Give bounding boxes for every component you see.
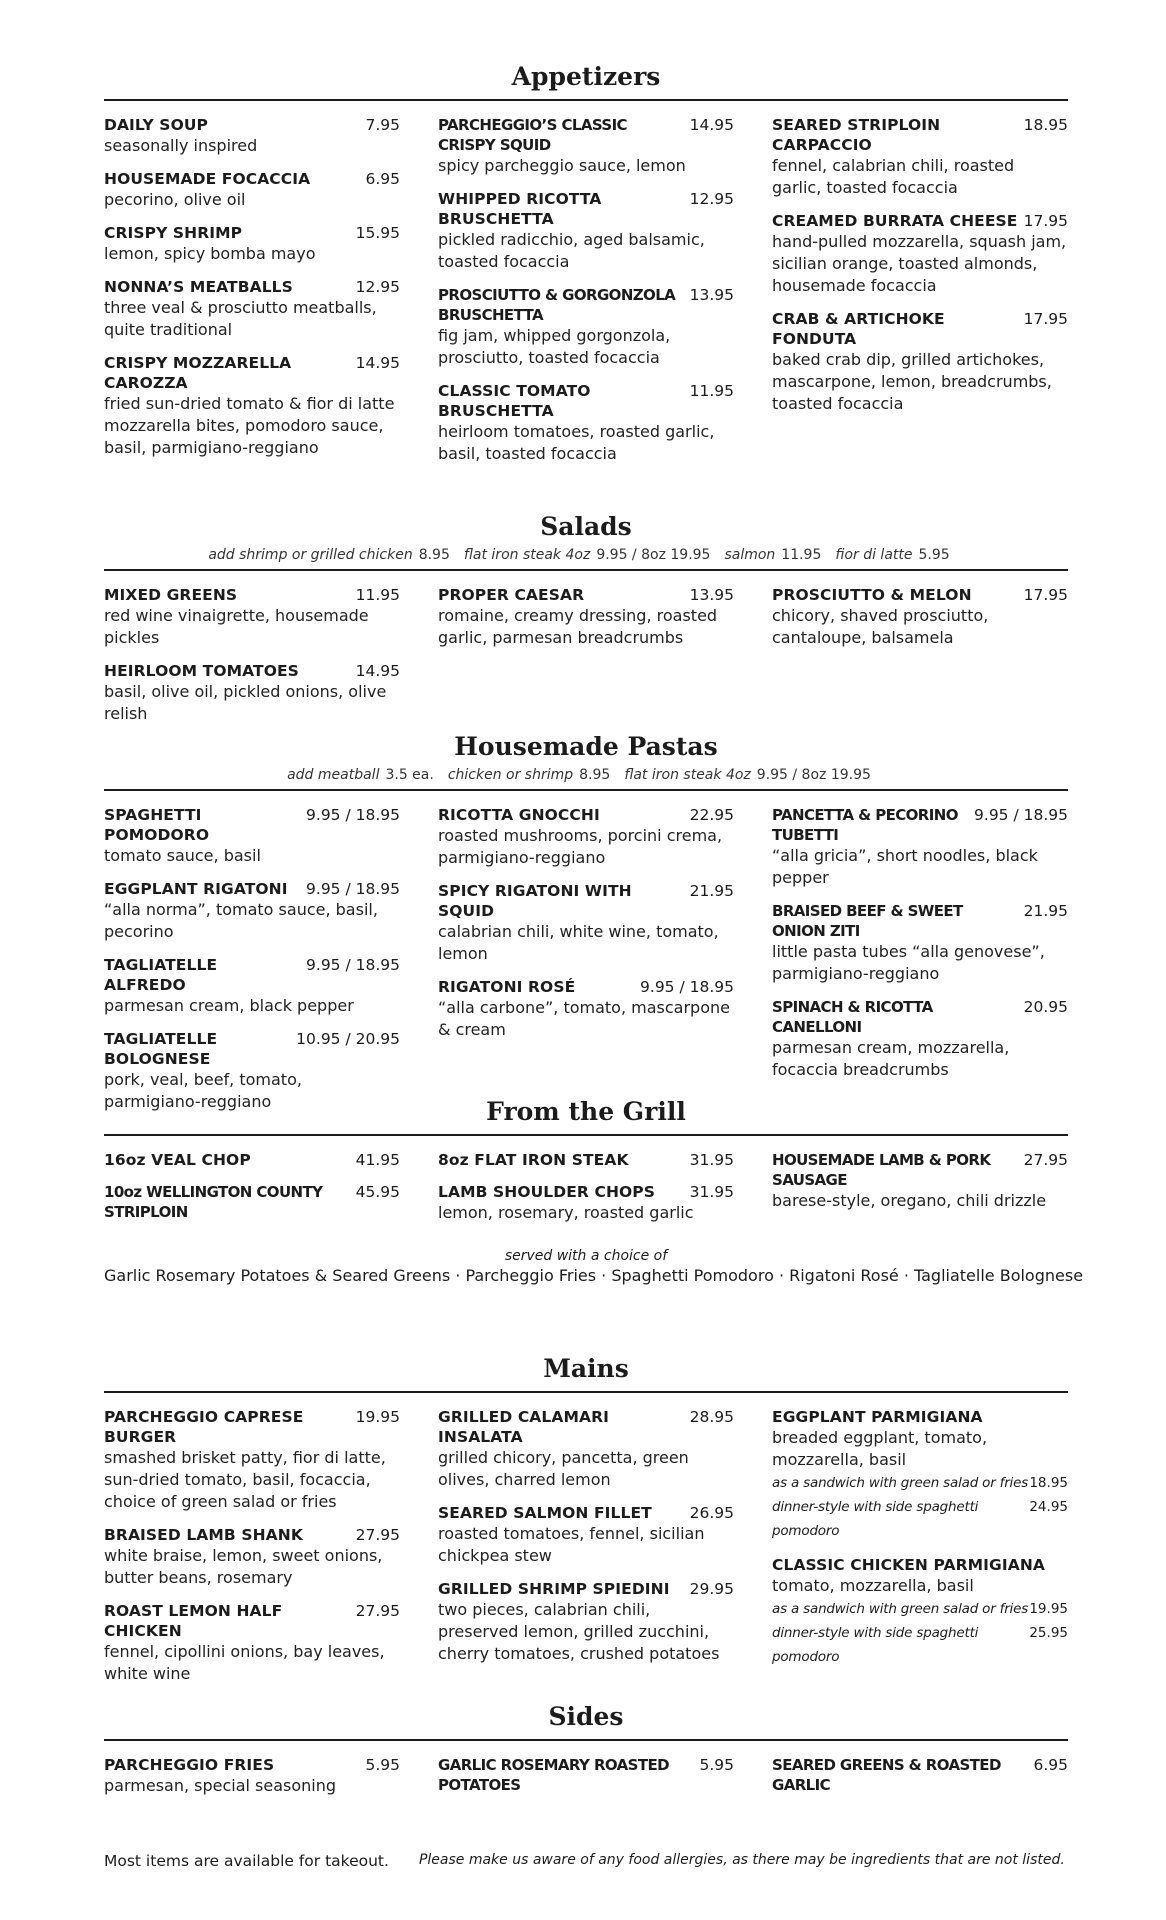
- menu-column: [438, 585, 734, 737]
- appetizers-columns: [104, 115, 1068, 477]
- sides-columns: [104, 1755, 1068, 1809]
- menu-item-name: 8oz FLAT IRON STEAK: [438, 1151, 629, 1169]
- addon-label: fior di latte: [835, 547, 913, 563]
- menu-item: [438, 285, 734, 369]
- menu-column: [438, 805, 734, 1125]
- menu-item-description: parmesan cream, mozzarella, focaccia breadcrumbs: [772, 1038, 1010, 1079]
- addon-price: 11.95: [781, 547, 822, 563]
- appetizers-section: [104, 62, 1068, 477]
- addon-price: 5.95: [918, 547, 950, 563]
- menu-item-name: CRISPY SHRIMP: [104, 224, 243, 242]
- menu-column: [772, 1407, 1068, 1697]
- mains-section: [104, 1354, 1068, 1697]
- menu-item-option: [772, 1495, 1068, 1543]
- menu-item: [438, 977, 734, 1041]
- menu-item: [104, 585, 400, 649]
- menu-item-name: PROPER CAESAR: [438, 586, 585, 604]
- menu-item: [104, 1182, 400, 1222]
- salads-title: Salads: [540, 512, 632, 541]
- sides-title: Sides: [548, 1702, 624, 1731]
- menu-item-header: [438, 1182, 734, 1202]
- menu-item-description: lemon, rosemary, roasted garlic: [438, 1203, 694, 1222]
- menu-item-price: 19.95: [355, 1408, 400, 1426]
- menu-item-header: [104, 115, 400, 135]
- menu-item-price: 7.95: [365, 116, 400, 134]
- mains-divider: [104, 1391, 1068, 1393]
- option-label: as a sandwich with green salad or fries: [772, 1601, 1029, 1617]
- salads-section: [104, 512, 1068, 737]
- menu-item-header: [104, 879, 400, 899]
- option-price: 19.95: [1029, 1601, 1068, 1617]
- menu-item-description: fig jam, whipped gorgonzola, prosciutto, toasted focaccia: [438, 326, 671, 367]
- option-price: 25.95: [1029, 1625, 1068, 1641]
- menu-item: [772, 115, 1068, 199]
- menu-column: [772, 1755, 1068, 1809]
- menu-item-description: roasted mushrooms, porcini crema, parmigiano-reggiano: [438, 826, 723, 867]
- menu-item-description: white braise, lemon, sweet onions, butter beans, rosemary: [104, 1546, 383, 1587]
- menu-item-description: baked crab dip, grilled artichokes, mascarpone, lemon, breadcrumbs, toasted focaccia: [772, 350, 1052, 413]
- option-label: dinner-style with side spaghetti pomodoro: [772, 1499, 979, 1539]
- menu-item: [438, 585, 734, 649]
- menu-item-header: [772, 1555, 1068, 1575]
- menu-item-price: 12.95: [689, 190, 734, 208]
- addon-label: add meatball: [287, 767, 380, 783]
- menu-item-name: PARCHEGGIO CAPRESE BURGER: [104, 1408, 304, 1446]
- grill-columns: [104, 1150, 1068, 1236]
- menu-column: [104, 1407, 400, 1697]
- menu-column: [438, 115, 734, 477]
- menu-column: [104, 805, 400, 1125]
- option-price: 24.95: [1029, 1499, 1068, 1515]
- menu-item: [438, 805, 734, 869]
- menu-item-name: SPINACH & RICOTTA CANELLONI: [772, 998, 933, 1036]
- menu-item-name: WHIPPED RICOTTA BRUSCHETTA: [438, 190, 602, 228]
- menu-item-description: two pieces, calabrian chili, preserved lemon, grilled zucchini, cherry tomatoes, crushed potatoes: [438, 1600, 720, 1663]
- menu-item: [104, 353, 400, 459]
- menu-item-header: [438, 285, 734, 325]
- menu-item-header: [104, 1407, 400, 1447]
- menu-column: [438, 1755, 734, 1809]
- menu-item-header: [438, 977, 734, 997]
- addon-label: add shrimp or grilled chicken: [208, 547, 413, 563]
- menu-item-header: [772, 1755, 1068, 1795]
- menu-item-description: fennel, calabrian chili, roasted garlic, toasted focaccia: [772, 156, 1015, 197]
- menu-item-price: 27.95: [355, 1602, 400, 1620]
- menu-item-price: 31.95: [689, 1183, 734, 1201]
- menu-item: [104, 879, 400, 943]
- menu-item-price: 9.95 / 18.95: [306, 880, 400, 898]
- footer: [104, 1852, 1068, 1870]
- menu-item-price: 28.95: [689, 1408, 734, 1426]
- menu-item: [772, 1150, 1068, 1212]
- menu-item-description: pecorino, olive oil: [104, 190, 246, 209]
- menu-item: [772, 901, 1068, 985]
- menu-item-name: SPICY RIGATONI WITH SQUID: [438, 882, 632, 920]
- menu-item-header: [104, 169, 400, 189]
- menu-item-description: breaded eggplant, tomato, mozzarella, basil: [772, 1428, 988, 1469]
- menu-item-header: [104, 1525, 400, 1545]
- menu-item-name: CRISPY MOZZARELLA CAROZZA: [104, 354, 292, 392]
- menu-item-price: 11.95: [689, 382, 734, 400]
- menu-item-price: 18.95: [1023, 116, 1068, 134]
- menu-item-price: 5.95: [699, 1756, 734, 1774]
- menu-item-name: 16oz VEAL CHOP: [104, 1151, 251, 1169]
- menu-item-name: DAILY SOUP: [104, 116, 208, 134]
- menu-item-name: SPAGHETTI POMODORO: [104, 806, 210, 844]
- menu-item: [104, 115, 400, 157]
- menu-item-price: 45.95: [355, 1183, 400, 1201]
- menu-item-header: [438, 1150, 734, 1170]
- menu-item-price: 13.95: [689, 586, 734, 604]
- menu-item-price: 27.95: [1023, 1151, 1068, 1169]
- menu-item-price: 9.95 / 18.95: [974, 806, 1068, 824]
- menu-item-header: [104, 661, 400, 681]
- menu-column: [104, 585, 400, 737]
- addon-label: chicken or shrimp: [447, 767, 574, 783]
- menu-column: [772, 805, 1068, 1125]
- menu-item-name: CLASSIC TOMATO BRUSCHETTA: [438, 382, 591, 420]
- menu-item: [104, 277, 400, 341]
- menu-item-header: [438, 1579, 734, 1599]
- menu-item-price: 26.95: [689, 1504, 734, 1522]
- menu-item-name: NONNA’S MEATBALLS: [104, 278, 293, 296]
- menu-item-description: barese-style, oregano, chili drizzle: [772, 1191, 1047, 1210]
- menu-item-header: [438, 381, 734, 421]
- menu-item-description: parmesan cream, black pepper: [104, 996, 354, 1015]
- menu-item-price: 22.95: [689, 806, 734, 824]
- menu-item-description: roasted tomatoes, fennel, sicilian chickpea stew: [438, 1524, 705, 1565]
- option-label: as a sandwich with green salad or fries: [772, 1475, 1029, 1491]
- menu-item-price: 17.95: [1023, 212, 1068, 230]
- menu-item-price: 6.95: [1033, 1756, 1068, 1774]
- sides-divider: [104, 1739, 1068, 1741]
- menu-item: [438, 881, 734, 965]
- menu-item-price: 41.95: [355, 1151, 400, 1169]
- addon-label: salmon: [724, 547, 776, 563]
- mains-title: Mains: [543, 1354, 629, 1383]
- menu-column: [772, 585, 1068, 737]
- grill-title: From the Grill: [486, 1097, 686, 1126]
- menu-item-option: [772, 1471, 1068, 1495]
- menu-item-name: RIGATONI ROSÉ: [438, 978, 576, 996]
- menu-item-name: RICOTTA GNOCCHI: [438, 806, 600, 824]
- menu-item-description: basil, olive oil, pickled onions, olive relish: [104, 682, 387, 723]
- salads-addons: [104, 546, 1068, 564]
- menu-item-header: [772, 901, 1068, 941]
- menu-item-name: SEARED SALMON FILLET: [438, 1504, 652, 1522]
- menu-item-price: 31.95: [689, 1151, 734, 1169]
- menu-column: [104, 1150, 400, 1236]
- menu-item-price: 14.95: [355, 662, 400, 680]
- menu-item-header: [104, 805, 400, 845]
- menu-item-description: chicory, shaved prosciutto, cantaloupe, balsamela: [772, 606, 989, 647]
- menu-item: [772, 997, 1068, 1081]
- menu-item-name: BRAISED LAMB SHANK: [104, 1526, 303, 1544]
- menu-item-name: GRILLED SHRIMP SPIEDINI: [438, 1580, 670, 1598]
- takeout-note: Most items are available for takeout.: [104, 1852, 389, 1870]
- menu-item-description: tomato, mozzarella, basil: [772, 1576, 974, 1595]
- menu-item-description: little pasta tubes “alla genovese”, parmigiano-reggiano: [772, 942, 1045, 983]
- menu-item-description: calabrian chili, white wine, tomato, lemon: [438, 922, 719, 963]
- menu-item-option: [772, 1597, 1068, 1621]
- appetizers-title: Appetizers: [511, 62, 661, 91]
- menu-item: [104, 1601, 400, 1685]
- menu-item-name: PANCETTA & PECORINO TUBETTI: [772, 806, 958, 844]
- menu-item: [438, 1150, 734, 1170]
- menu-item: [438, 1755, 734, 1795]
- menu-item-name: HOUSEMADE LAMB & PORK SAUSAGE: [772, 1151, 991, 1189]
- menu-item-description: fried sun-dried tomato & fior di latte mozzarella bites, pomodoro sauce, basil, parmigiano-reggiano: [104, 394, 395, 457]
- salads-columns: [104, 585, 1068, 737]
- menu-item: [104, 1407, 400, 1513]
- menu-item-name: EGGPLANT RIGATONI: [104, 880, 288, 898]
- option-label: dinner-style with side spaghetti pomodoro: [772, 1625, 979, 1665]
- menu-item-price: 14.95: [355, 354, 400, 372]
- menu-item-name: PROSCIUTTO & GORGONZOLA BRUSCHETTA: [438, 286, 676, 324]
- menu-item: [104, 661, 400, 725]
- mains-columns: [104, 1407, 1068, 1697]
- menu-item-description: romaine, creamy dressing, roasted garlic, parmesan breadcrumbs: [438, 606, 718, 647]
- menu-item-description: hand-pulled mozzarella, squash jam, sicilian orange, toasted almonds, housemade focaccia: [772, 232, 1067, 295]
- menu-item-price: 21.95: [689, 882, 734, 900]
- menu-item: [438, 1579, 734, 1665]
- menu-item-description: “alla gricia”, short noodles, black pepper: [772, 846, 1038, 887]
- menu-item: [438, 1407, 734, 1491]
- menu-item-description: three veal & prosciutto meatballs, quite traditional: [104, 298, 377, 339]
- menu-item-price: 14.95: [689, 116, 734, 134]
- pastas-section: [104, 732, 1068, 1125]
- menu-item-price: 20.95: [1023, 998, 1068, 1016]
- menu-item-header: [104, 1601, 400, 1641]
- menu-item-description: grilled chicory, pancetta, green olives, charred lemon: [438, 1448, 689, 1489]
- addon-price: 8.95: [418, 547, 450, 563]
- addon-label: flat iron steak 4oz: [463, 547, 591, 563]
- menu-item: [772, 309, 1068, 415]
- menu-item: [772, 1755, 1068, 1795]
- menu-item-header: [772, 115, 1068, 155]
- menu-item-name: TAGLIATELLE BOLOGNESE: [104, 1030, 218, 1068]
- menu-item-header: [438, 585, 734, 605]
- menu-item: [772, 1555, 1068, 1669]
- menu-item-description: pork, veal, beef, tomato, parmigiano-reggiano: [104, 1070, 302, 1111]
- menu-item-header: [772, 997, 1068, 1037]
- menu-item: [438, 115, 734, 177]
- menu-item: [772, 211, 1068, 297]
- addon-price: 9.95 / 8oz 19.95: [596, 547, 711, 563]
- pastas-addons: [104, 766, 1068, 784]
- menu-item-header: [104, 223, 400, 243]
- menu-item-header: [438, 805, 734, 825]
- menu-item-description: heirloom tomatoes, roasted garlic, basil, toasted focaccia: [438, 422, 715, 463]
- menu-item-price: 10.95 / 20.95: [296, 1030, 400, 1048]
- menu-item-price: 21.95: [1023, 902, 1068, 920]
- menu-item-header: [438, 1407, 734, 1447]
- menu-item-description: “alla norma”, tomato sauce, basil, pecorino: [104, 900, 378, 941]
- menu-item-header: [438, 189, 734, 229]
- menu-column: [104, 1755, 400, 1809]
- menu-item-price: 6.95: [365, 170, 400, 188]
- menu-item-price: 17.95: [1023, 310, 1068, 328]
- addon-price: 9.95 / 8oz 19.95: [756, 767, 871, 783]
- pastas-columns: [104, 805, 1068, 1125]
- menu-item-description: “alla carbone”, tomato, mascarpone & cream: [438, 998, 730, 1039]
- option-price: 18.95: [1029, 1475, 1068, 1491]
- menu-column: [438, 1150, 734, 1236]
- menu-item: [438, 1503, 734, 1567]
- menu-item-name: GRILLED CALAMARI INSALATA: [438, 1408, 609, 1446]
- salads-divider: [104, 569, 1068, 571]
- menu-item-name: SEARED STRIPLOIN CARPACCIO: [772, 116, 941, 154]
- menu-item-header: [438, 1755, 734, 1795]
- menu-item: [772, 585, 1068, 649]
- menu-item: [104, 169, 400, 211]
- menu-item-name: BRAISED BEEF & SWEET ONION ZITI: [772, 902, 963, 940]
- menu-item-name: HEIRLOOM TOMATOES: [104, 662, 299, 680]
- sides-section: [104, 1702, 1068, 1809]
- menu-column: [104, 115, 400, 477]
- menu-item-name: TAGLIATELLE ALFREDO: [104, 956, 218, 994]
- menu-item: [438, 189, 734, 273]
- menu-item-header: [104, 1150, 400, 1170]
- menu-item: [772, 805, 1068, 889]
- menu-item-price: 17.95: [1023, 586, 1068, 604]
- menu-item-header: [772, 1150, 1068, 1190]
- menu-item-name: 10oz WELLINGTON COUNTY STRIPLOIN: [104, 1183, 323, 1221]
- menu-item-description: parmesan, special seasoning: [104, 1776, 337, 1795]
- menu-item: [438, 1182, 734, 1224]
- served-intro: served with a choice of: [504, 1248, 668, 1264]
- menu-item-header: [104, 277, 400, 297]
- menu-item-name: SEARED GREENS & ROASTED GARLIC: [772, 1756, 1001, 1794]
- menu-item-header: [104, 1029, 400, 1069]
- menu-item-price: 27.95: [355, 1526, 400, 1544]
- menu-item-header: [772, 1407, 1068, 1427]
- menu-item-description: tomato sauce, basil: [104, 846, 261, 865]
- menu-item-description: seasonally inspired: [104, 136, 258, 155]
- menu-column: [772, 115, 1068, 477]
- menu-item-header: [438, 115, 734, 155]
- menu-item-header: [104, 353, 400, 393]
- menu-item-header: [772, 211, 1068, 231]
- menu-item-name: MIXED GREENS: [104, 586, 238, 604]
- addon-price: 3.5 ea.: [385, 767, 434, 783]
- menu-item-header: [438, 1503, 734, 1523]
- menu-item-header: [104, 955, 400, 995]
- menu-column: [772, 1150, 1068, 1236]
- menu-item: [772, 1407, 1068, 1543]
- menu-item-name: CRAB & ARTICHOKE FONDUTA: [772, 310, 945, 348]
- menu-item: [104, 1150, 400, 1170]
- menu-item-name: ROAST LEMON HALF CHICKEN: [104, 1602, 283, 1640]
- menu-item-description: smashed brisket patty, fior di latte, sun-dried tomato, basil, focaccia, choice of green salad or fries: [104, 1448, 386, 1511]
- served-list: Garlic Rosemary Potatoes & Seared Greens · Parcheggio Fries · Spaghetti Pomodoro · Rigatoni Rosé · Tagliatelle Bolognese: [104, 1266, 1084, 1285]
- menu-item-price: 5.95: [365, 1756, 400, 1774]
- pastas-title: Housemade Pastas: [454, 732, 718, 761]
- menu-item-price: 9.95 / 18.95: [640, 978, 734, 996]
- menu-item-header: [104, 1182, 400, 1222]
- menu-item-name: PARCHEGGIO FRIES: [104, 1756, 275, 1774]
- grill-section: [104, 1097, 1084, 1285]
- menu-item-price: 29.95: [689, 1580, 734, 1598]
- addon-price: 8.95: [579, 767, 611, 783]
- menu-item-header: [438, 881, 734, 921]
- menu-item-price: 11.95: [355, 586, 400, 604]
- menu-item: [438, 381, 734, 465]
- menu-item-description: lemon, spicy bomba mayo: [104, 244, 316, 263]
- menu-item-name: CLASSIC CHICKEN PARMIGIANA: [772, 1556, 1045, 1574]
- menu-item-description: spicy parcheggio sauce, lemon: [438, 156, 686, 175]
- menu-item: [104, 1755, 400, 1797]
- addon-label: flat iron steak 4oz: [624, 767, 751, 783]
- menu-item-name: PROSCIUTTO & MELON: [772, 586, 972, 604]
- menu-item-price: 13.95: [689, 286, 734, 304]
- menu-item-header: [772, 585, 1068, 605]
- menu-column: [438, 1407, 734, 1697]
- menu-item-description: fennel, cipollini onions, bay leaves, white wine: [104, 1642, 385, 1683]
- menu-item-name: PARCHEGGIO’S CLASSIC CRISPY SQUID: [438, 116, 627, 154]
- menu-item-price: 12.95: [355, 278, 400, 296]
- menu-item-description: red wine vinaigrette, housemade pickles: [104, 606, 369, 647]
- menu-item: [104, 223, 400, 265]
- menu-item-price: 9.95 / 18.95: [306, 806, 400, 824]
- menu-item-header: [104, 1755, 400, 1775]
- menu-item-header: [104, 585, 400, 605]
- menu-item-name: EGGPLANT PARMIGIANA: [772, 1408, 983, 1426]
- menu-item-price: 9.95 / 18.95: [306, 956, 400, 974]
- menu-item-option: [772, 1621, 1068, 1669]
- menu-item-name: LAMB SHOULDER CHOPS: [438, 1183, 656, 1201]
- grill-divider: [104, 1134, 1068, 1136]
- menu-item-name: HOUSEMADE FOCACCIA: [104, 170, 311, 188]
- pastas-divider: [104, 789, 1068, 791]
- menu-item-price: 15.95: [355, 224, 400, 242]
- menu-item: [104, 805, 400, 867]
- menu-item-description: pickled radicchio, aged balsamic, toasted focaccia: [438, 230, 705, 271]
- appetizers-divider: [104, 99, 1068, 101]
- menu-item-name: GARLIC ROSEMARY ROASTED POTATOES: [438, 1756, 669, 1794]
- menu-item-name: CREAMED BURRATA CHEESE: [772, 212, 1018, 230]
- menu-item-header: [772, 309, 1068, 349]
- menu-item: [104, 955, 400, 1017]
- menu-item-header: [772, 805, 1068, 845]
- menu-item: [104, 1525, 400, 1589]
- allergy-note: Please make us aware of any food allergies, as there may be ingredients that are not listed.: [418, 1852, 1065, 1868]
